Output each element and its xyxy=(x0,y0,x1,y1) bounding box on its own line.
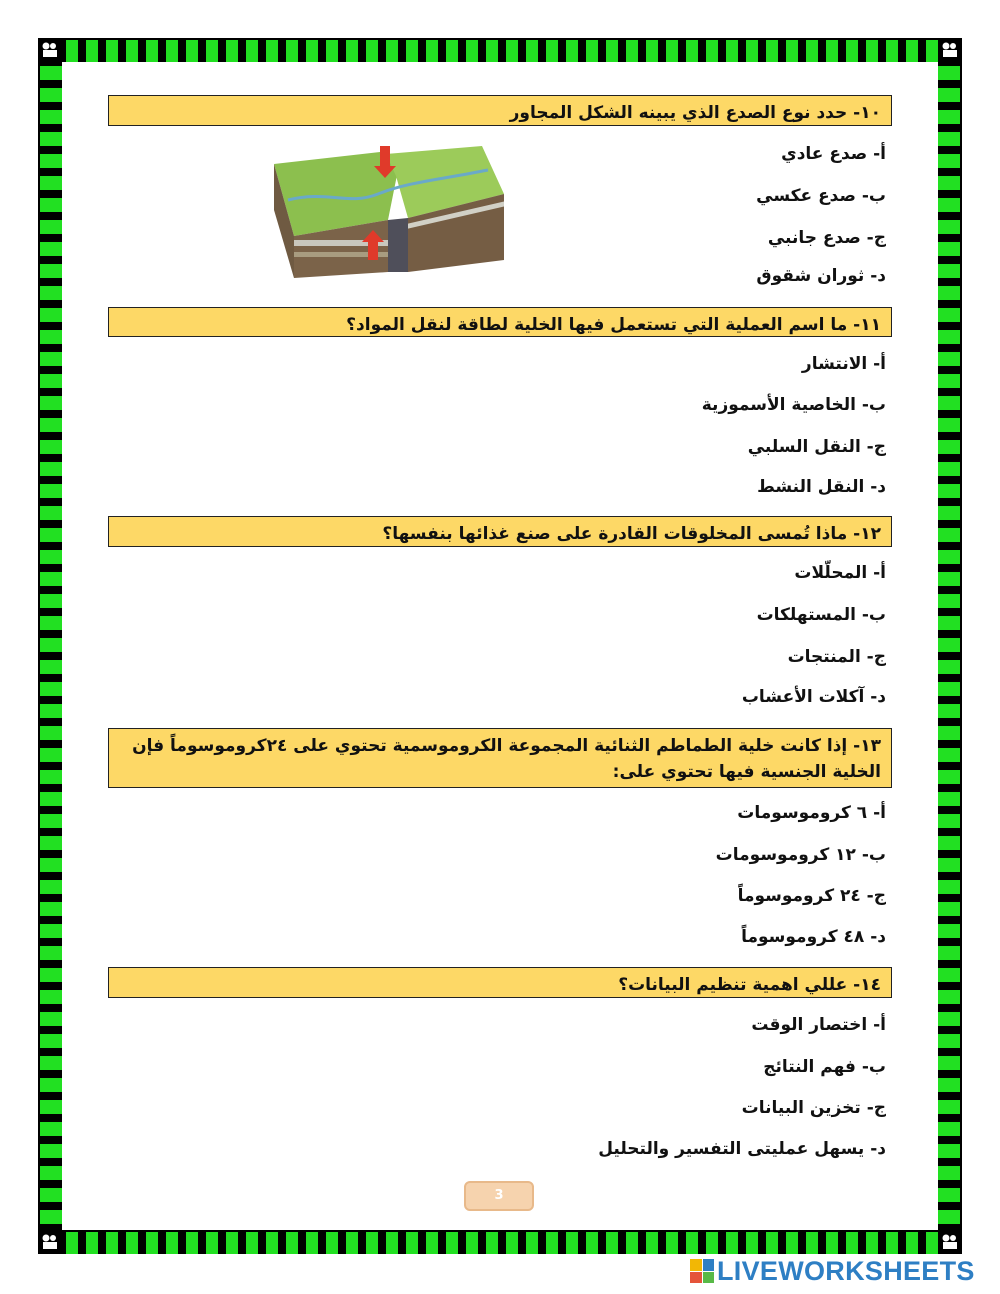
page-number: 3 xyxy=(464,1181,534,1211)
question-11-option-b[interactable]: ب- الخاصية الأسموزية xyxy=(701,395,886,415)
question-10-title: ١٠- حدد نوع الصدع الذي يبينه الشكل المجاور xyxy=(108,95,892,126)
border-bottom-strip xyxy=(62,1232,938,1254)
question-10-option-b[interactable]: ب- صدع عكسي xyxy=(756,186,886,206)
question-12-option-d[interactable]: د- آكلات الأعشاب xyxy=(741,687,886,707)
question-12-title: ١٢- ماذا تُمسى المخلوقات القادرة على صنع غذائها بنفسها؟ xyxy=(108,516,892,547)
border-right-strip xyxy=(938,62,960,1230)
question-13-option-b[interactable]: ب- ١٢ كروموسومات xyxy=(715,845,886,865)
border-top-strip xyxy=(62,40,938,62)
corner-camera-icon xyxy=(38,1230,62,1254)
question-11-option-a[interactable]: أ- الانتشار xyxy=(801,354,886,374)
question-14-title: ١٤- عللي اهمية تنظيم البيانات؟ xyxy=(108,967,892,998)
question-10-option-a[interactable]: أ- صدع عادي xyxy=(781,144,886,164)
question-10-option-d[interactable]: د- ثوران شقوق xyxy=(756,266,886,286)
question-12-option-a[interactable]: أ- المحلّلات xyxy=(794,563,886,583)
corner-camera-icon xyxy=(938,1230,962,1254)
brand-name: LIVEWORKSHEETS xyxy=(717,1255,975,1286)
fault-block-diagram xyxy=(268,140,508,280)
corner-camera-icon xyxy=(938,38,962,62)
liveworksheets-brand xyxy=(690,1256,975,1286)
corner-camera-icon xyxy=(38,38,62,62)
question-14-option-b[interactable]: ب- فهم النتائج xyxy=(763,1057,886,1077)
border-left-strip xyxy=(40,62,62,1230)
question-13-option-c[interactable]: ج- ٢٤ كروموسوماً xyxy=(737,886,886,906)
question-14-option-c[interactable]: ج- تخزين البيانات xyxy=(741,1098,886,1118)
question-10-option-c[interactable]: ج- صدع جانبي xyxy=(767,228,886,248)
question-13-option-d[interactable]: د- ٤٨ كروموسوماً xyxy=(741,927,886,947)
question-13-option-a[interactable]: أ- ٦ كروموسومات xyxy=(737,803,886,823)
question-11-title: ١١- ما اسم العملية التي تستعمل فيها الخلية لطاقة لنقل المواد؟ xyxy=(108,307,892,337)
liveworksheets-logo-icon xyxy=(690,1259,714,1283)
question-11-option-c[interactable]: ج- النقل السلبي xyxy=(747,437,886,457)
question-13-title: ١٣- إذا كانت خلية الطماطم الثنائية المجموعة الكروموسمية تحتوي على ٢٤كروموسوماً فإن الخلية الجنسية فيها تحتوي على: xyxy=(108,728,892,788)
question-11-option-d[interactable]: د- النقل النشط xyxy=(757,477,886,497)
question-12-option-c[interactable]: ج- المنتجات xyxy=(787,647,886,667)
question-12-option-b[interactable]: ب- المستهلكات xyxy=(756,605,886,625)
question-14-option-a[interactable]: أ- اختصار الوقت xyxy=(751,1015,886,1035)
question-14-option-d[interactable]: د- يسهل عمليتى التفسير والتحليل xyxy=(598,1139,886,1159)
